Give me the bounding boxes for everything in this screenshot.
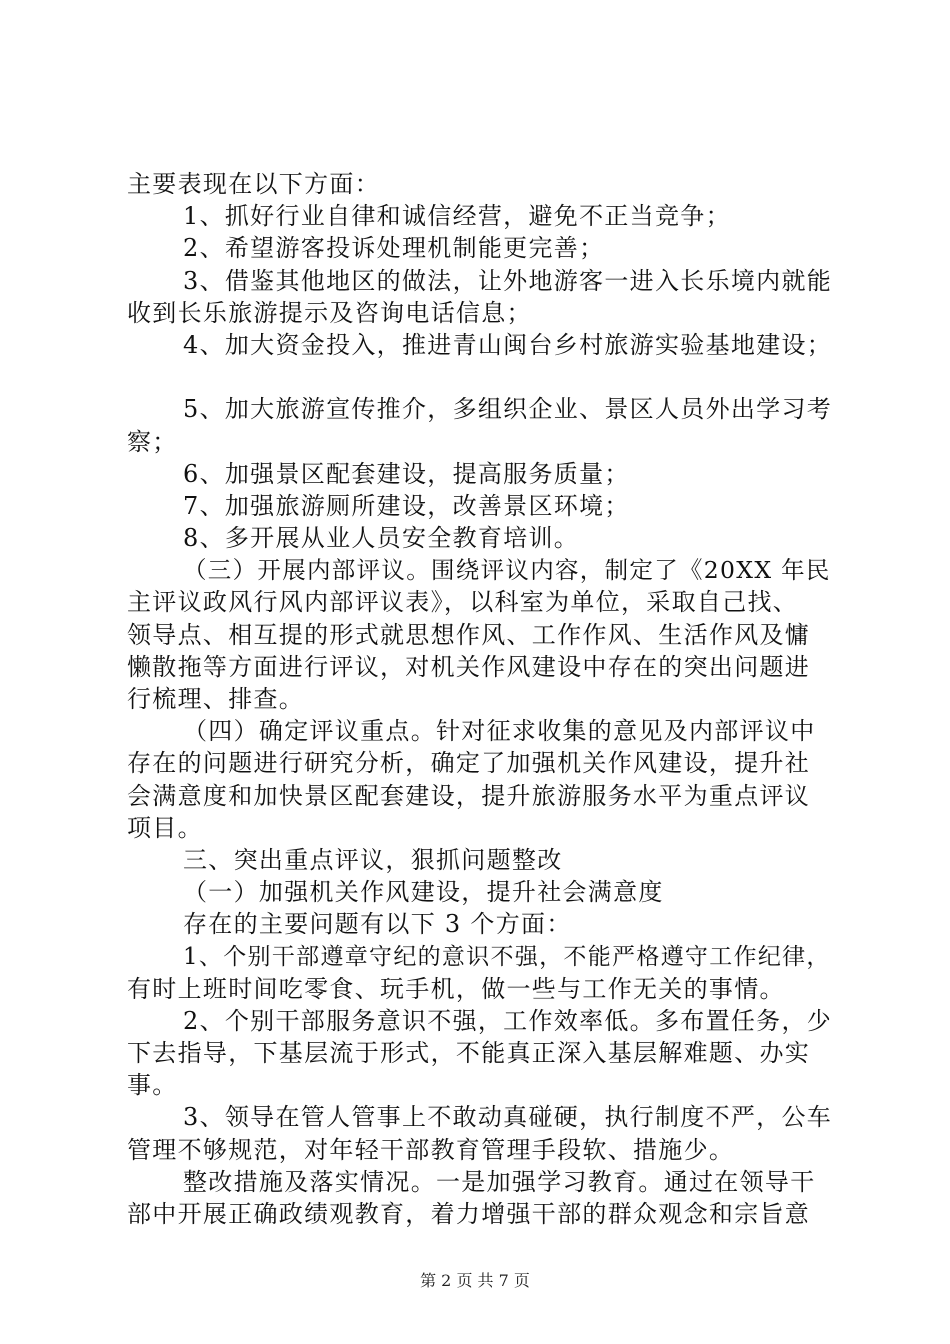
- text-line: 整改措施及落实情况。一是加强学习教育。通过在领导干: [183, 1167, 816, 1196]
- text-line: 项目。: [127, 813, 203, 842]
- text-line: 懒散拖等方面进行评议，对机关作风建设中存在的突出问题进: [127, 652, 811, 681]
- text-line: 行梳理、排查。: [127, 685, 305, 713]
- text-line: 收到长乐旅游提示及咨询电话信息；: [127, 298, 532, 327]
- text-line: 事。: [127, 1071, 178, 1100]
- text-line: 2、希望游客投诉处理机制能更完善；: [183, 234, 605, 263]
- text-line: 领导点、相互提的形式就思想作风、工作作风、生活作风及慵: [127, 620, 811, 649]
- text-line: 存在的主要问题有以下 3 个方面：: [183, 910, 572, 939]
- page-footer: 第 2 页 共 7 页: [420, 1271, 530, 1290]
- text-line: 下去指导，下基层流于形式，不能真正深入基层解难题、办实: [127, 1039, 811, 1068]
- text-line: （三）开展内部评议。围绕评议内容，制定了《20XX 年民: [183, 556, 831, 585]
- text-line: 管理不够规范，对年轻干部教育管理手段软、措施少。: [127, 1135, 735, 1164]
- text-line: 7、加强旅游厕所建设，改善景区环境；: [183, 491, 630, 520]
- document-body: [127, 168, 837, 1230]
- text-line: （一）加强机关作风建设，提升社会满意度: [183, 878, 664, 907]
- text-line: 有时上班时间吃零食、玩手机，做一些与工作无关的事情。: [127, 974, 785, 1003]
- text-line: 主评议政风行风内部评议表》，以科室为单位，采取自己找、: [127, 588, 799, 617]
- text-line: 察；: [127, 427, 178, 456]
- text-line: 2、个别干部服务意识不强，工作效率低。多布置任务，少: [183, 1006, 833, 1035]
- text-line: 1、个别干部遵章守纪的意识不强，不能严格遵守工作纪律，: [183, 943, 831, 970]
- text-line: 6、加强景区配套建设，提高服务质量；: [183, 459, 630, 488]
- text-line: 3、借鉴其他地区的做法，让外地游客一进入长乐境内就能: [183, 266, 833, 295]
- text-line: （四）确定评议重点。针对征求收集的意见及内部评议中: [183, 717, 816, 746]
- text-line: 部中开展正确政绩观教育，着力增强干部的群众观念和宗旨意: [127, 1200, 811, 1228]
- text-line: 5、加大旅游宣传推介，多组织企业、景区人员外出学习考: [183, 395, 833, 424]
- text-line: 主要表现在以下方面：: [127, 170, 380, 198]
- blank-line: [127, 361, 837, 393]
- text-line: 8、多开展从业人员安全教育培训。: [183, 524, 580, 553]
- text-line: 存在的问题进行研究分析，确定了加强机关作风建设，提升社: [127, 749, 811, 778]
- text-line: 会满意度和加快景区配套建设，提升旅游服务水平为重点评议: [127, 781, 811, 810]
- text-line: 三、突出重点评议，狠抓问题整改: [183, 845, 563, 874]
- text-line: 3、领导在管人管事上不敢动真碰硬，执行制度不严，公车: [183, 1103, 833, 1132]
- text-line: 4、加大资金投入，推进青山闽台乡村旅游实验基地建设；: [183, 330, 833, 359]
- text-line: 1、抓好行业自律和诚信经营，避免不正当竞争；: [183, 202, 731, 231]
